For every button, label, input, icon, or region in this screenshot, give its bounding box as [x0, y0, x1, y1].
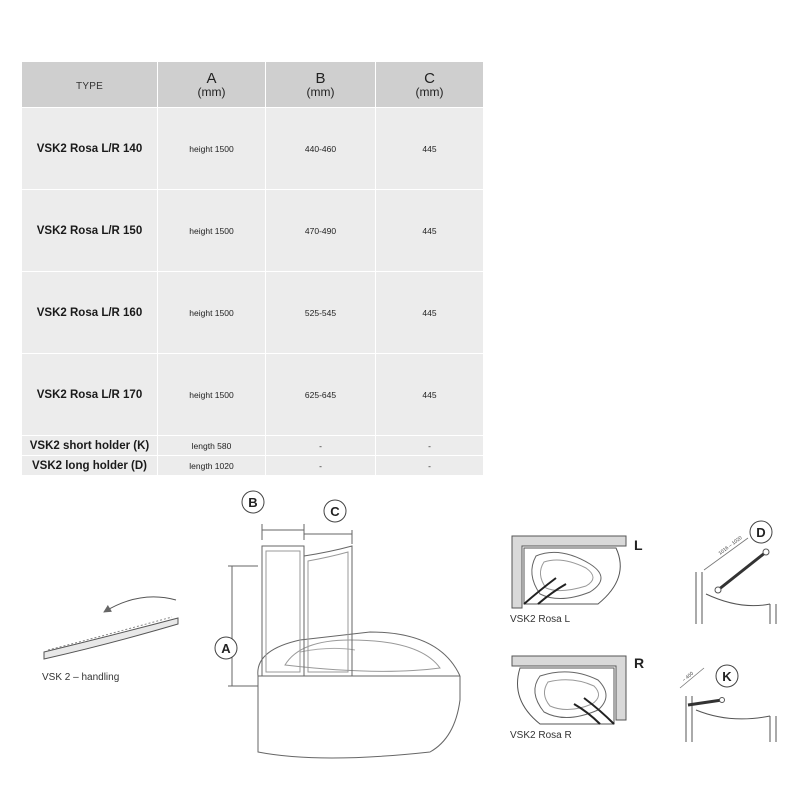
label-k	[716, 665, 738, 687]
svg-text:A: A	[221, 641, 231, 656]
cell-a: height 1500	[158, 354, 266, 436]
holder-d-diagram	[696, 535, 776, 624]
cell-c: 445	[376, 272, 484, 354]
cell-type: VSK2 Rosa L/R 140	[22, 108, 158, 190]
handling-caption: VSK 2 – handling	[42, 672, 120, 683]
holder-d-dimension: 1016 – 1020	[717, 535, 744, 557]
cell-b: -	[266, 456, 376, 476]
rosa-r-diagram	[510, 655, 644, 741]
cell-a: length 1020	[158, 456, 266, 476]
svg-text:K: K	[722, 669, 732, 684]
cell-b: 625-645	[266, 354, 376, 436]
cell-type: VSK2 long holder (D)	[22, 456, 158, 476]
cell-c: 445	[376, 354, 484, 436]
cell-c: 445	[376, 108, 484, 190]
rosa-l-side: L	[634, 537, 643, 553]
header-b: B (mm)	[266, 62, 376, 108]
cell-a: height 1500	[158, 108, 266, 190]
cell-a: length 580	[158, 436, 266, 456]
cell-c: 445	[376, 190, 484, 272]
svg-text:D: D	[756, 525, 766, 540]
cell-type: VSK2 Rosa L/R 150	[22, 190, 158, 272]
rosa-l-diagram	[510, 536, 643, 625]
cell-a: height 1500	[158, 272, 266, 354]
rosa-r-caption: VSK2 Rosa R	[510, 730, 572, 741]
label-c	[324, 500, 346, 522]
cell-b: -	[266, 436, 376, 456]
bath-screen-diagram	[228, 524, 460, 758]
cell-c: -	[376, 436, 484, 456]
rosa-l-caption: VSK2 Rosa L	[510, 614, 571, 625]
cell-c: -	[376, 456, 484, 476]
header-type: TYPE	[22, 62, 158, 108]
label-a	[215, 637, 237, 659]
svg-text:C: C	[330, 504, 340, 519]
cell-a: height 1500	[158, 190, 266, 272]
header-c: C (mm)	[376, 62, 484, 108]
cell-type: VSK2 short holder (K)	[22, 436, 158, 456]
rosa-r-side: R	[634, 655, 645, 671]
cell-type: VSK2 Rosa L/R 160	[22, 272, 158, 354]
handling-diagram	[42, 597, 178, 683]
label-b	[242, 491, 264, 513]
cell-b: 440-460	[266, 108, 376, 190]
svg-text:B: B	[248, 495, 258, 510]
cell-b: 470-490	[266, 190, 376, 272]
header-a: A (mm)	[158, 62, 266, 108]
holder-k-dimension: ~ 400	[681, 670, 695, 684]
label-d	[750, 521, 772, 543]
cell-type: VSK2 Rosa L/R 170	[22, 354, 158, 436]
cell-b: 525-545	[266, 272, 376, 354]
